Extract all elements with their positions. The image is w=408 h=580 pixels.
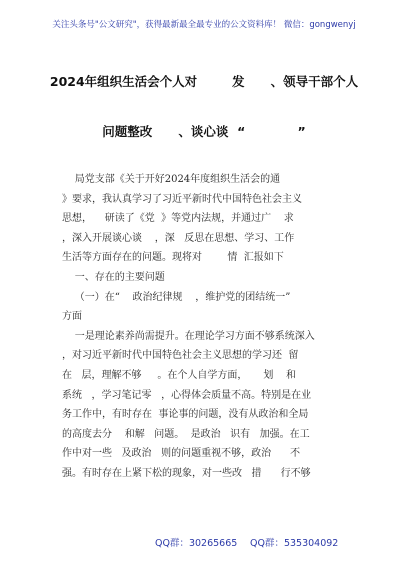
document-title-line-2: 问题整改 、谈心谈 “ ” bbox=[102, 124, 306, 139]
body-line: 系统 ，学习笔记零 ，心得体会质量不高。特别是在业 bbox=[62, 389, 312, 401]
body-line: 强。有时存在上紧下松的现象，对一些改 措 行不够 bbox=[62, 467, 311, 479]
body-line: 》要求，我认真学习了习近平新时代中国特色社会主义 bbox=[62, 193, 302, 205]
document-title-line-1: 2024年组织生活会个人对 发 、领导干部个人 bbox=[49, 74, 359, 89]
subsection-heading: （一）在“ 政治纪律规 ，维护党的团结统一” bbox=[62, 291, 291, 303]
document-body bbox=[62, 170, 358, 484]
body-line: 的高度去分 和解 问题。 是政治 识有 加强。在工 bbox=[62, 428, 310, 440]
footer-qq-group-2: QQ群：535304092 bbox=[250, 538, 339, 549]
body-line: 一是理论素养尚需提升。在理论学习方面不够系统深入 bbox=[62, 330, 315, 342]
body-line: ，对习近平新时代中国特色社会主义思想的学习还 留 bbox=[62, 350, 299, 362]
body-line: 在 层，理解不够 。在个人自学方面， 划 和 bbox=[62, 369, 297, 381]
header-note: 关注头条号"公文研究"，获得最新最全最专业的公文资料库！ 微信：gongwenyj bbox=[52, 20, 356, 30]
body-line: 生活等方面存在的问题。现将对 情 汇报如下 bbox=[62, 252, 284, 264]
body-line: 务工作中，有时存在 事论事的问题，没有从政治和全局 bbox=[62, 409, 309, 421]
body-line: ，深入开展谈心谈 ，深 反思在思想、学习、工作 bbox=[62, 232, 295, 244]
subsection-heading-cont: 方面 bbox=[62, 311, 82, 323]
body-line: 作中对一些 及政治 则的问题重视不够，政治 不 bbox=[62, 448, 301, 460]
section-heading: 一、存在的主要问题 bbox=[62, 271, 165, 283]
footer-qq-group-1: QQ群：30265665 bbox=[155, 538, 238, 549]
body-line: 局党支部《关于开好2024年度组织生活会的通 bbox=[62, 174, 281, 185]
body-line: 思想， 研读了《党 》等党内法规，并通过广 求 bbox=[62, 213, 294, 225]
